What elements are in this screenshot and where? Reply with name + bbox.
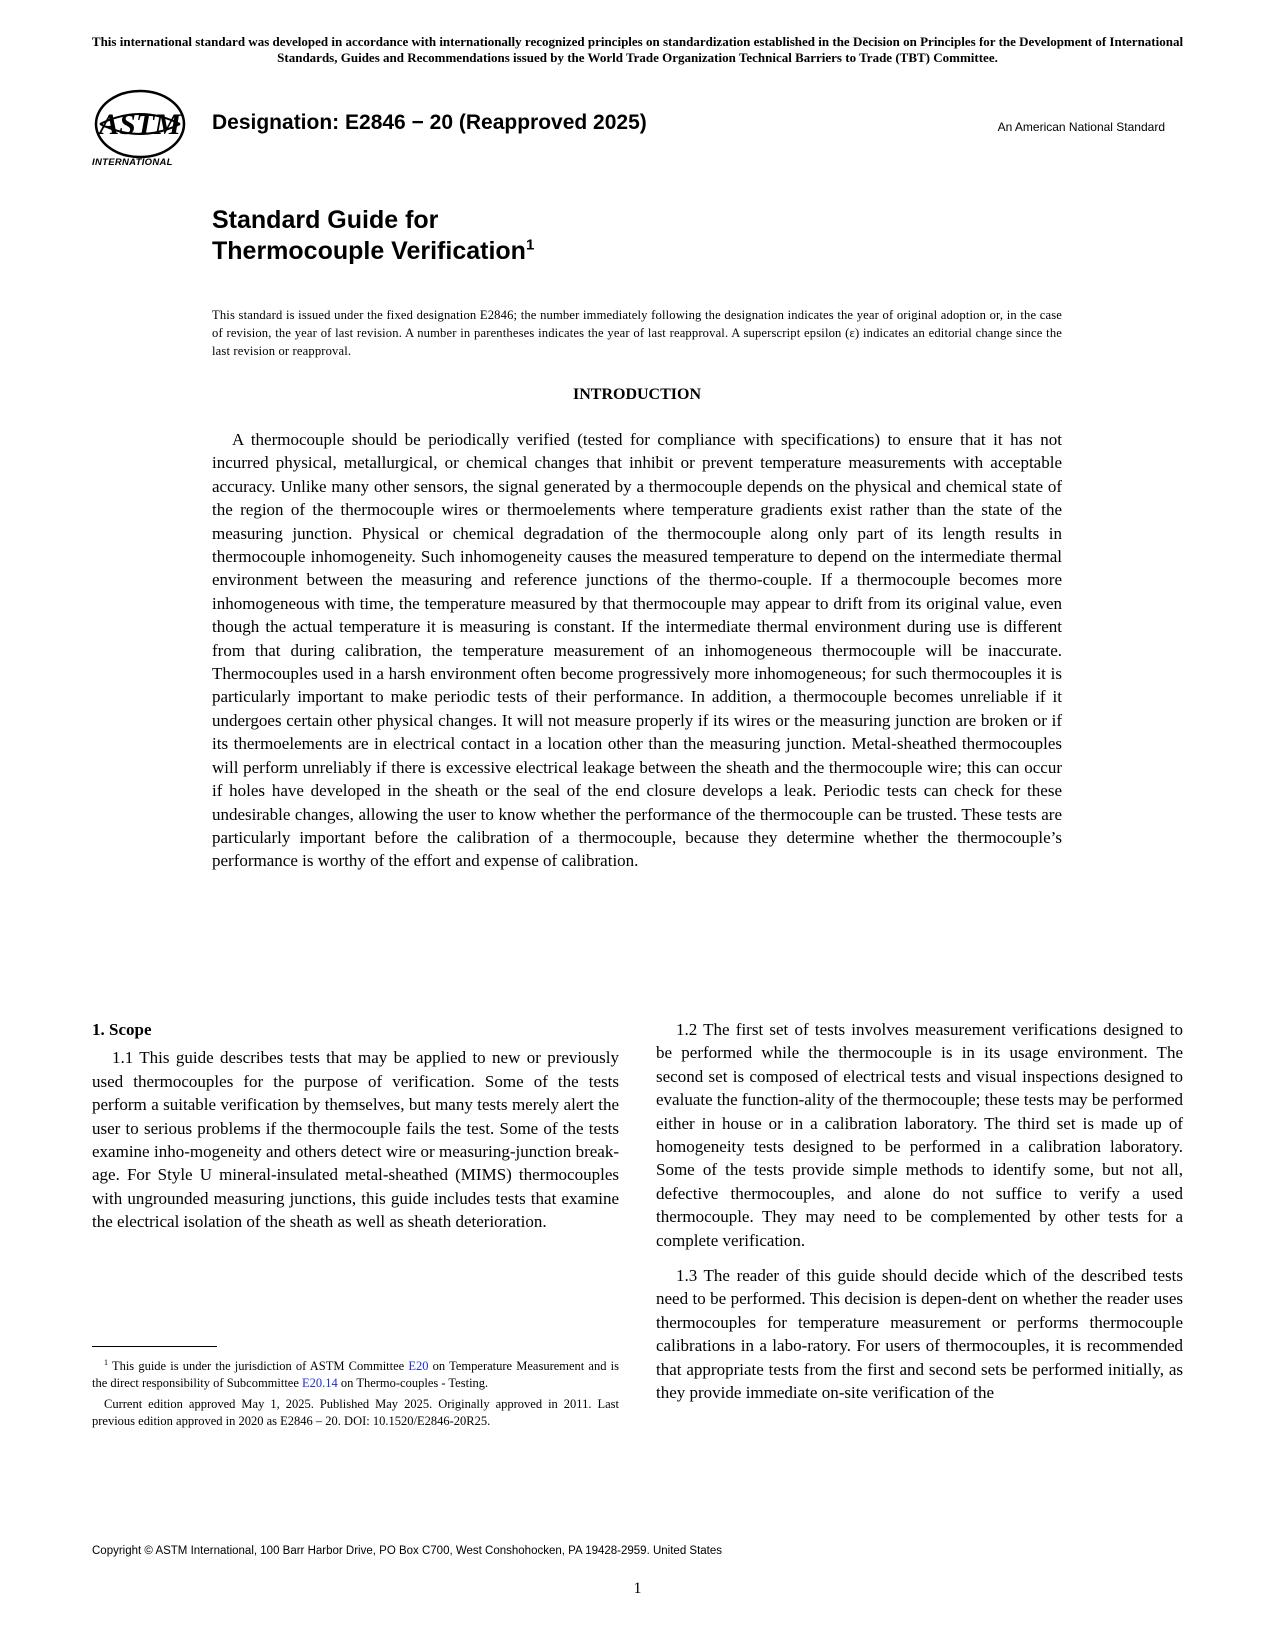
introduction-heading: INTRODUCTION (572, 386, 701, 403)
subcommittee-e20-14-link[interactable]: E20.14 (302, 1376, 338, 1391)
left-column (92, 1018, 619, 1246)
footnote-1-text-a: This guide is under the jurisdiction of ASTM Committee (111, 1359, 409, 1374)
committee-e20-link[interactable]: E20 (408, 1359, 429, 1374)
designation: Designation: E2846 − 20 (Reapproved 2025) (212, 111, 647, 134)
footnotes (92, 1354, 619, 1434)
logo-wordmark: INTERNATIONAL (92, 157, 173, 168)
header-notice: This international standard was developed in accordance with internationally recognized principles on standardization established in the Decision on Principles for the Development of International Standards, Guides and Recommendations issued by the World Trade Organization Technical Barriers to Trade (TBT) Committee. (91, 34, 1184, 65)
edition-note: Current edition approved May 1, 2025. Published May 2025. Originally approved in 2011. Last previous edition approved in 2020 as E2846 – 20. DOI: 10.1520/E2846-20R25. (92, 1397, 619, 1429)
introduction-body: A thermocouple should be periodically verified (tested for compliance with specifications) to ensure that it has not incurred physical, metallurgical, or chemical changes that inhibit or prevent temperature measurements with acceptable accuracy. Unlike many other sensors, the signal generated by a thermocouple depends on the physical and chemical state of the region of the thermocouple wires or thermoelements where temperature gradients exist rather than the state of the measuring junction. Physical or chemical degradation of the thermocouple along only part of its length results in thermocouple inhomogeneity. Such inhomogeneity causes the measured temperature to depend on the intermediate thermal environment between the measuring and reference junctions of the thermo-couple. If a thermocouple becomes more inhomogeneous with time, the temperature measured by that thermocouple may appear to drift from its original value, even though the actual temperature it is measuring is constant. If the intermediate thermal environment during use is different from that during calibration, the temperature measurement of an inhomogeneous thermocouple will be inaccurate. Thermocouples used in a harsh environment often become progressively more inhomogeneous; for such thermocouples it is particularly important to make periodic tests of their performance. In addition, a thermocouple becomes unreliable if it undergoes certain other physical changes. It will not measure properly if its wires or the measuring junction are broken or if its thermoelements are in electrical contact in a location other than the measuring junction. Metal-sheathed thermocouples will perform unreliably if there is excessive electrical leakage between the sheath and the thermocouple wire; this can occur if holes have developed in the sheath or the seal of the end closure develops a leak. Periodic tests can check for these undesirable changes, allowing the user to know whether the performance of the thermocouple can be trusted. These tests are particularly important before the calibration of a thermocouple, because they determine whether the thermocouple’s performance is worthy of the effort and expense of calibration. (212, 430, 1062, 871)
paragraph-1-1: 1.1 This guide describes tests that may be applied to new or previously used thermocouples for the purpose of verification. Some of the tests perform a suitable verification by themselves, but many tests merely alert the user to serious problems if the thermocouple fails the test. Some of the tests examine inho-mogeneity and others detect wire or measuring-junction break-age. For Style U mineral-insulated metal-sheathed (MIMS) thermocouples with ungrounded measuring junctions, this guide includes tests that examine the electrical isolation of the sheath as well as sheath deterioration. (92, 1048, 619, 1232)
svg-text:ASTM: ASTM (99, 108, 181, 141)
document-title (212, 205, 534, 267)
paragraph-1-3: 1.3 The reader of this guide should decide which of the described tests need to be performed. This decision is depen-dent on whether the reader uses thermocouples for temperature measurement or performs thermocouple calibrations in a labo-ratory. For users of thermocouples, it is recommended that appropriate tests from the first and second sets be performed initially, as they provide immediate on-site verification of the (656, 1266, 1183, 1403)
american-national-standard-label: An American National Standard (997, 120, 1165, 134)
copyright: Copyright © ASTM International, 100 Barr Harbor Drive, PO Box C700, West Conshohocken, PA 19428-2959. United States (92, 1545, 723, 1557)
title-footnote-mark: 1 (525, 236, 535, 254)
title-line-1: Standard Guide for (212, 206, 439, 234)
footnote-divider (92, 1346, 217, 1347)
title-line-2 (212, 236, 534, 267)
footnote-1-mark: 1 (104, 1358, 108, 1367)
title-text: Thermocouple Verification (212, 237, 526, 265)
paragraph-1-2: 1.2 The first set of tests involves measurement verifications designed to be performed while the thermocouple is in its usage environment. The second set is composed of electrical tests and visual inspections designed to evaluate the function-ality of the thermocouple; these tests may be performed either in house or in a calibration laboratory. The third set is made up of homogeneity tests designed to be performed in a calibration laboratory. Some of the tests provide simple methods to identify some, but not all, defective thermocouples, and alone do not suffice to verify a used thermocouple. They may need to be complemented by other tests for a complete verification. (656, 1020, 1183, 1250)
page-number: 1 (633, 1580, 642, 1597)
scope-heading: 1. Scope (92, 1020, 152, 1039)
footnote-1-text-b: on Temperature Measurement and is the direct responsibility of Subcommittee (92, 1359, 619, 1391)
issued-note: This standard is issued under the fixed designation E2846; the number immediately following the designation indicates the year of original adoption or, in the case of revision, the year of last revision. A number in parentheses indicates the year of last reapproval. A superscript epsilon (ε) indicates an editorial change since the last revision or reapproval. (212, 308, 1062, 358)
right-column (656, 1018, 1183, 1417)
footnote-1-text-c: on Thermo-couples - Testing. (337, 1376, 489, 1391)
footnote-1 (92, 1354, 619, 1392)
